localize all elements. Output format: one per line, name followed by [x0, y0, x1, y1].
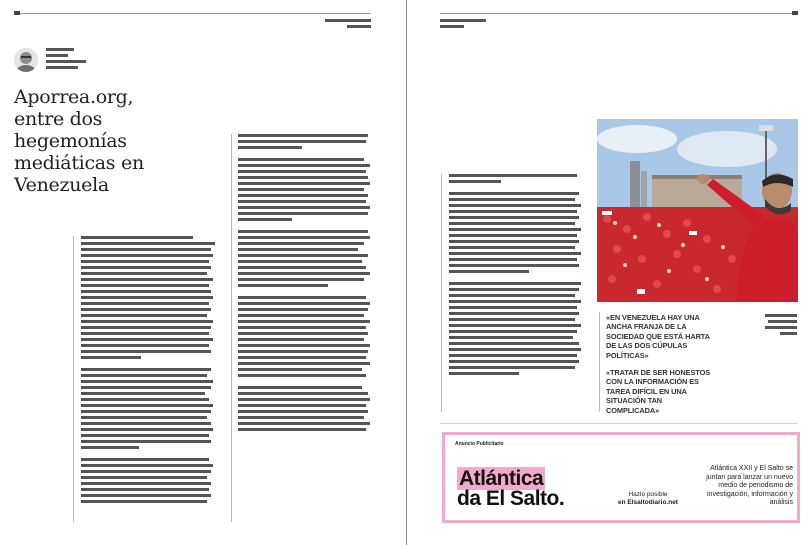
pullquote-1: «EN VENEZUELA HAY UNA ANCHA FRANJA DE LA SOCIEDAD QUE ESTÁ HARTA DE LAS DOS CÚPULAS POLÍTICAS» [606, 313, 710, 360]
folio-mark-right [792, 11, 798, 15]
photo-caption [765, 314, 797, 317]
body-column-1 [81, 236, 215, 506]
author-avatar [14, 48, 38, 72]
rally-photo-icon [597, 119, 798, 302]
page-fold [406, 0, 407, 545]
photo-caption-3 [765, 326, 797, 329]
top-rule-left [14, 13, 371, 14]
section-label-left [325, 19, 371, 22]
quote-rule [599, 312, 600, 412]
article-headline: Aporrea.org, entre dos hegemonías mediáticas en Venezuela [14, 86, 144, 196]
body-column-2 [238, 134, 372, 434]
column-rule-1 [73, 236, 74, 522]
author-name [46, 48, 74, 51]
section-label-right [440, 19, 486, 22]
author-role [46, 54, 68, 57]
ad-separator [440, 423, 798, 424]
ad-brand-line2: da El Salto. [457, 487, 565, 510]
body-column-3 [449, 174, 583, 378]
photo-caption-4 [780, 332, 797, 335]
column-rule-3 [441, 174, 442, 412]
section-sublabel-left [347, 25, 371, 28]
ad-description: Atlántica XXII y El Salto se juntan para lanzar un nuevo medio de periodismo de investigación, información y análisis [706, 465, 793, 507]
column-rule-2 [231, 134, 232, 522]
ad-call-to-action[interactable] [613, 491, 683, 507]
ad-mid-line2[interactable]: en Elsaltodiario.net [618, 499, 678, 506]
ad-mid-line1: Hazlo posible [628, 491, 668, 498]
ad-brand [457, 469, 564, 509]
top-rule-right [440, 13, 798, 14]
avatar-portrait-icon [14, 48, 38, 72]
author-date [46, 66, 78, 69]
folio-mark-left [14, 11, 20, 15]
rally-photo [597, 119, 798, 302]
section-sublabel-right [440, 25, 464, 28]
ad-kicker: Anuncio Publicitario [455, 441, 504, 447]
photo-caption-2 [768, 320, 797, 323]
ad-brand-line1: Atlántica [459, 467, 544, 490]
ad-banner[interactable] [442, 432, 800, 523]
author-location [46, 60, 86, 63]
pullquote-2: «TRATAR DE SER HONESTOS CON LA INFORMACIÓN ES TAREA DIFÍCIL EN UNA SITUACIÓN TAN COMPLICADA» [606, 368, 711, 415]
